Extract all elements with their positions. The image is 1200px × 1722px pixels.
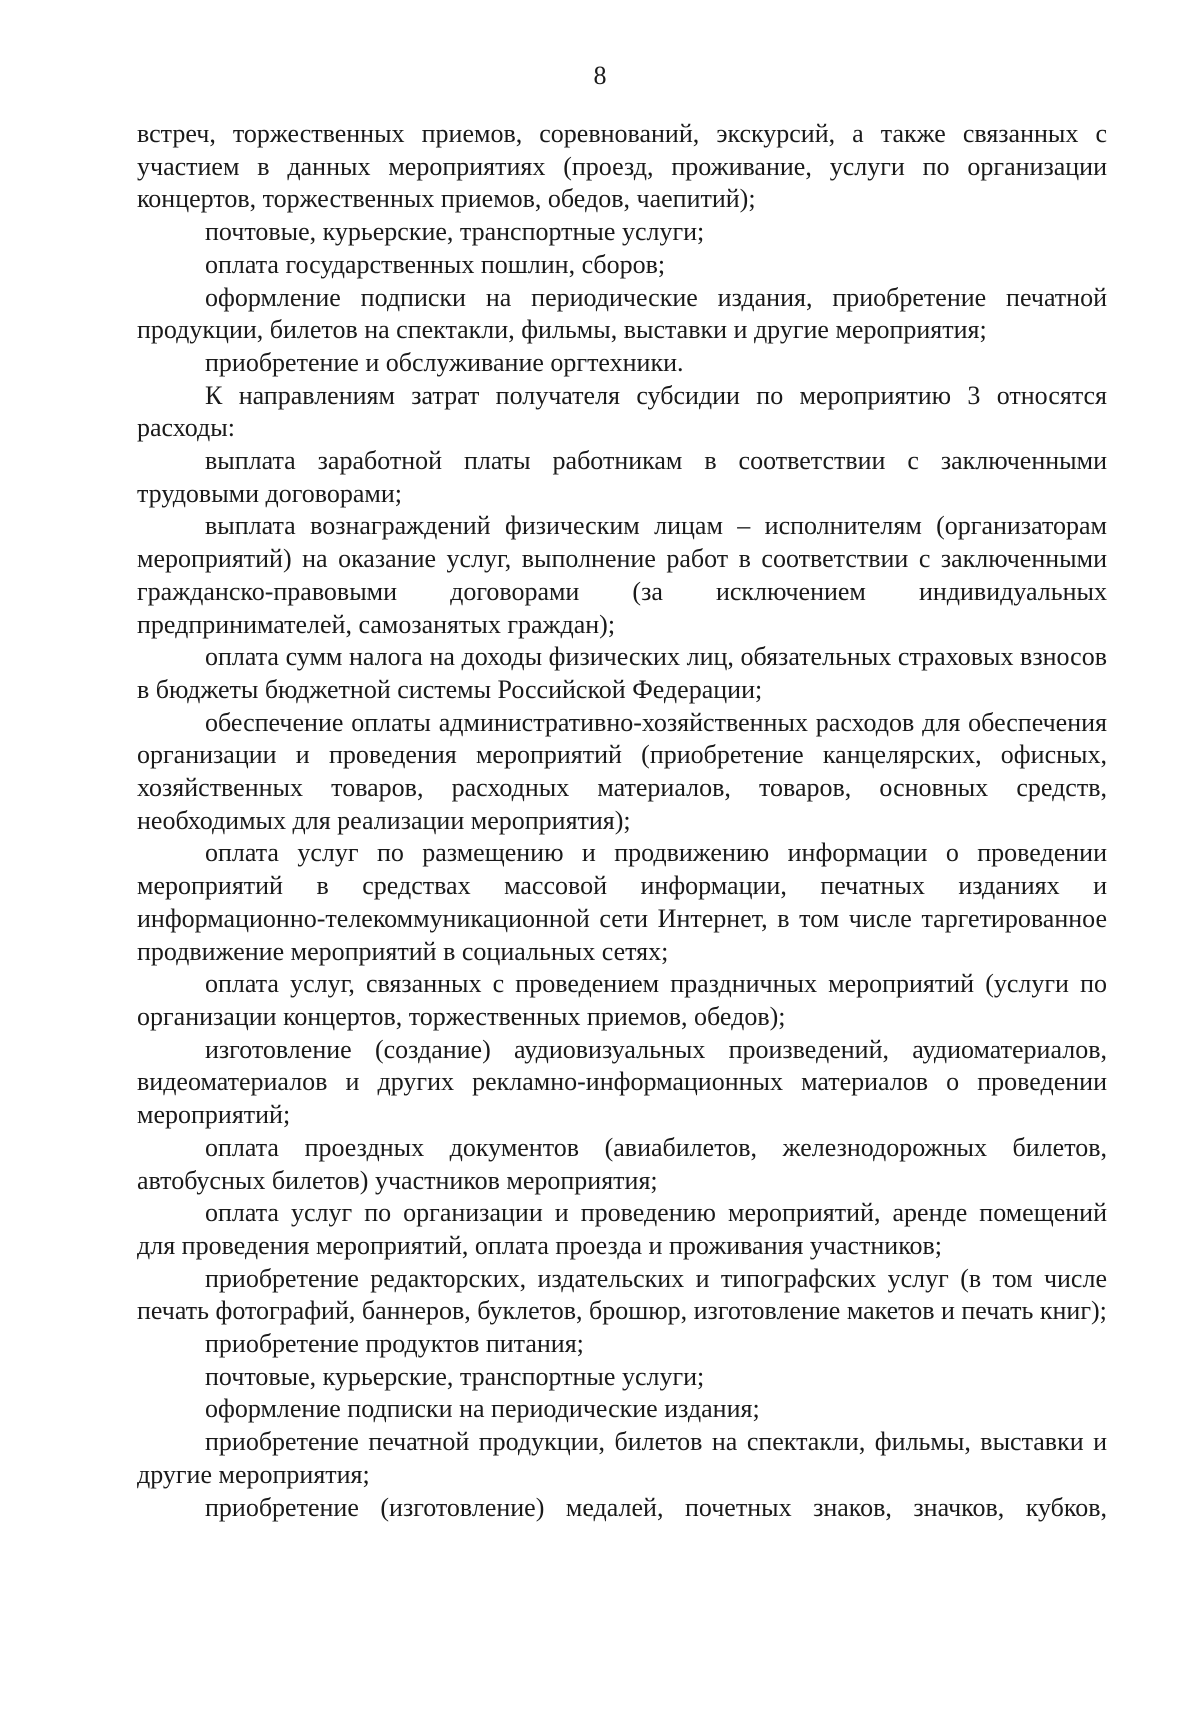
- paragraph: К направлениям затрат получателя субсидии по мероприятию 3 относятся расходы:: [137, 380, 1107, 443]
- page-number: 8: [593, 61, 607, 90]
- paragraph: встреч, торжественных приемов, соревнований, экскурсий, а также связанных с участием в данных мероприятиях (проезд, проживание, услуги по организации концертов, торжественных приемов, обедов, чаепитий);: [137, 119, 1107, 214]
- paragraph: оформление подписки на периодические издания;: [205, 1394, 760, 1424]
- paragraph: оплата проездных документов (авиабилетов, железнодорожных билетов, автобусных билетов) участников мероприятия;: [137, 1132, 1107, 1195]
- paragraph: приобретение (изготовление) медалей, почетных знаков, значков, кубков,: [205, 1492, 1107, 1522]
- paragraph: приобретение печатной продукции, билетов на спектакли, фильмы, выставки и другие мероприятия;: [137, 1427, 1107, 1489]
- paragraph: почтовые, курьерские, транспортные услуги;: [205, 217, 705, 247]
- paragraph: выплата заработной платы работникам в соответствии с заключенными трудовыми договорами;: [137, 446, 1107, 508]
- document-body: [137, 118, 1107, 1524]
- paragraph: изготовление (создание) аудиовизуальных произведений, аудиоматериалов, видеоматериалов и других рекламно-информационных материалов о проведении мероприятий;: [137, 1034, 1107, 1130]
- paragraph: оплата сумм налога на доходы физических лиц, обязательных страховых взносов в бюджеты бюджетной системы Российской Федерации;: [137, 642, 1107, 704]
- paragraph: почтовые, курьерские, транспортные услуги;: [205, 1361, 705, 1391]
- paragraph: обеспечение оплаты административно-хозяйственных расходов для обеспечения организации и проведения мероприятий (приобретение канцелярских, офисных, хозяйственных товаров, расходных материалов, товаров, основных средств, необходимых для реализации мероприятия);: [137, 707, 1107, 835]
- paragraph: приобретение редакторских, издательских и типографских услуг (в том числе печать фотографий, баннеров, буклетов, брошюр, изготовление макетов и печать книг);: [137, 1263, 1107, 1326]
- paragraph: приобретение и обслуживание оргтехники.: [205, 347, 684, 377]
- paragraph: оплата услуг по размещению и продвижению информации о проведении мероприятий в средствах массовой информации, печатных изданиях и информационно-телекоммуникационной сети Интернет, в том числе таргетированное продвижение мероприятий в социальных сетях;: [137, 838, 1107, 966]
- paragraph: оформление подписки на периодические издания, приобретение печатной продукции, билетов на спектакли, фильмы, выставки и другие мероприятия;: [137, 282, 1107, 345]
- paragraph: оплата услуг по организации и проведению мероприятий, аренде помещений для проведения мероприятий, оплата проезда и проживания участников;: [137, 1198, 1107, 1260]
- paragraph: оплата услуг, связанных с проведением праздничных мероприятий (услуги по организации концертов, торжественных приемов, обедов);: [137, 969, 1107, 1031]
- paragraph: оплата государственных пошлин, сборов;: [205, 249, 666, 279]
- paragraph: выплата вознаграждений физическим лицам – исполнителям (организаторам мероприятий) на оказание услуг, выполнение работ в соответствии с заключенными гражданско-правовыми договорами (за исключением индивидуальных предпринимателей, самозанятых граждан);: [137, 511, 1107, 639]
- paragraph: приобретение продуктов питания;: [205, 1329, 584, 1359]
